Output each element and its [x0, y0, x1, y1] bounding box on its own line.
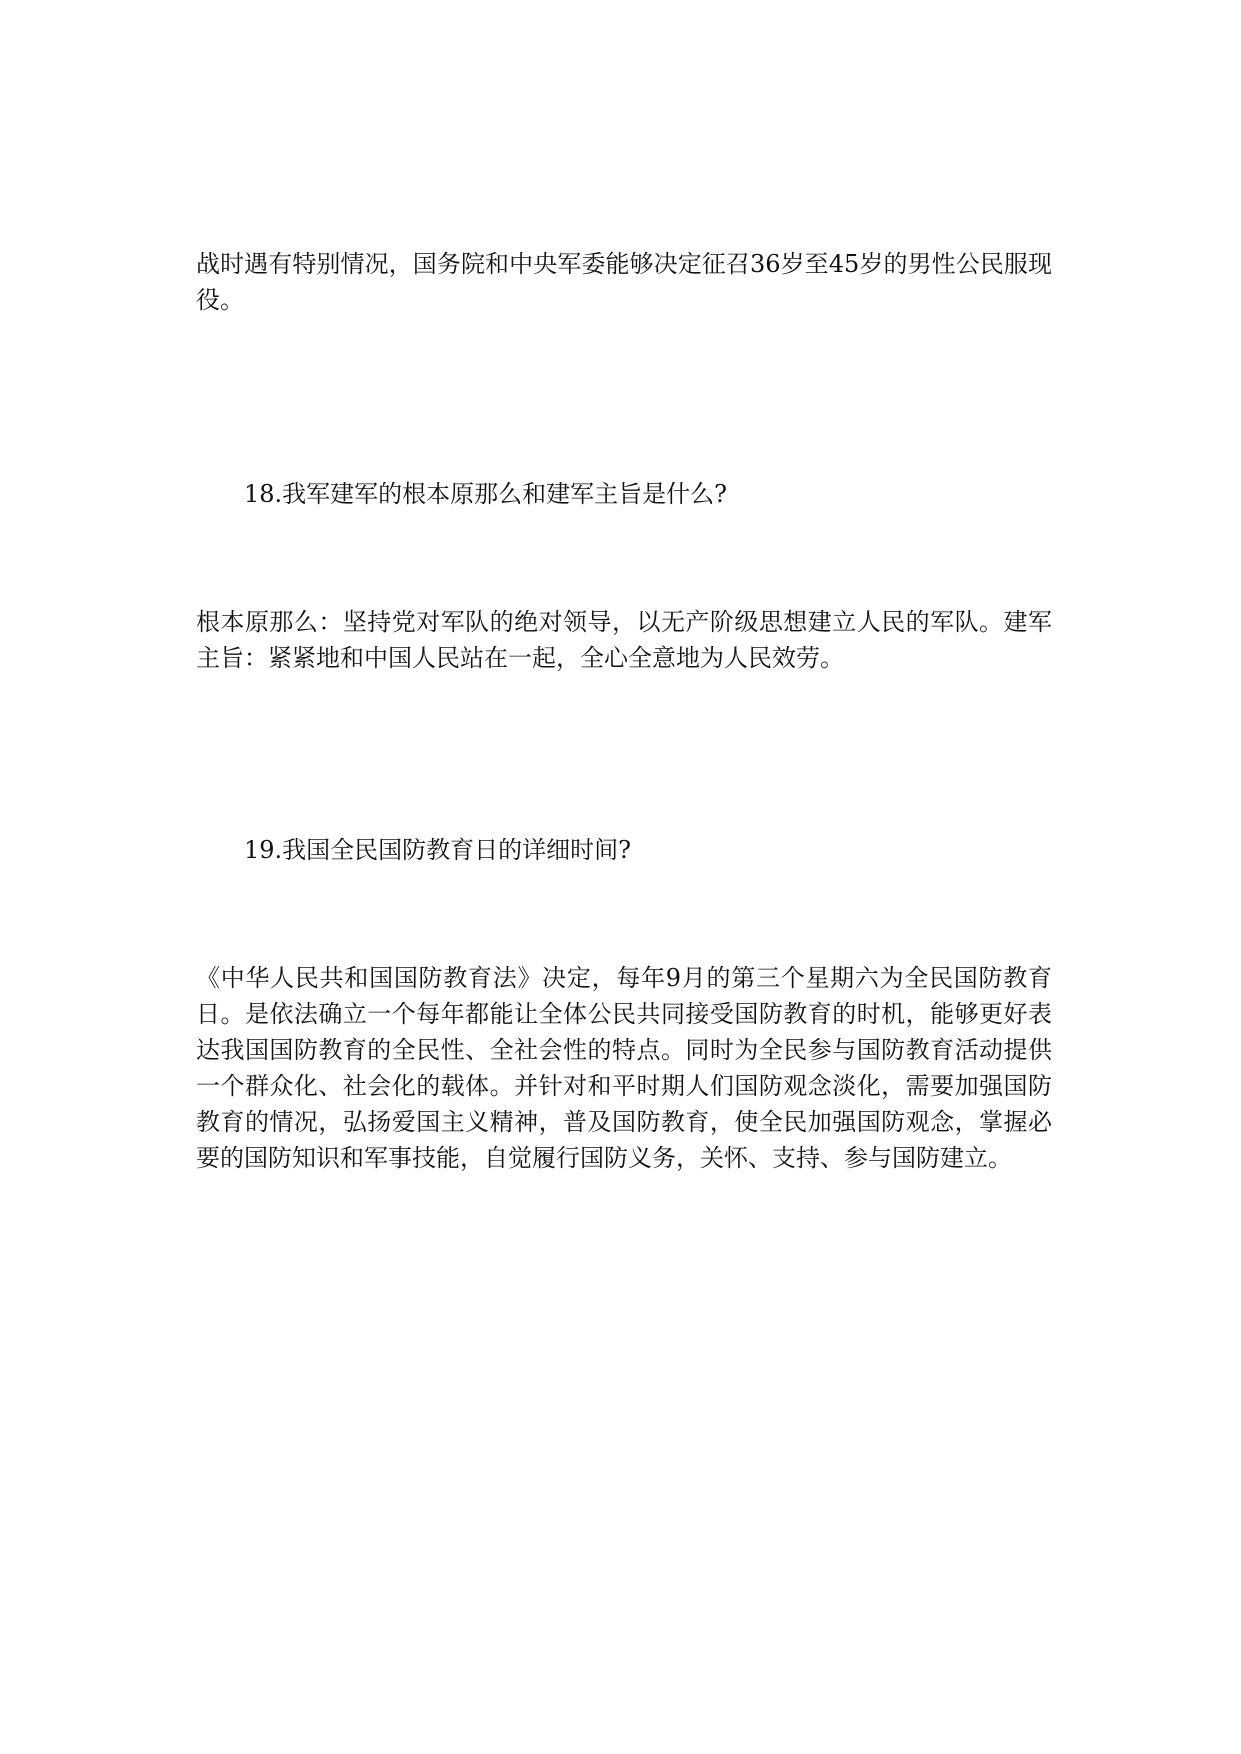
answer-19: 《中华人民共和国国防教育法》决定，每年9月的第三个星期六为全民国防教育日。是依法确立一个每年都能让全体公民共同接受国防教育的时机，能够更好表达我国国防教育的全民性、全社会性的特点。同时为全民参与国防教育活动提供一个群众化、社会化的载体。并针对和平时期人们国防观念淡化，需要加强国防教育的情况，弘扬爱国主义精神，普及国防教育，使全民加强国防观念，掌握必要的国防知识和军事技能，自觉履行国防义务，关怀、支持、参与国防建立。	[196, 964, 1052, 1172]
question-19: 19.我国全民国防教育日的详细时间?	[244, 836, 632, 864]
paragraph-conscription: 战时遇有特别情况，国务院和中央军委能够决定征召36岁至45岁的男性公民服现役。	[196, 250, 1052, 314]
question-18: 18.我军建军的根本原那么和建军主旨是什么?	[244, 480, 728, 508]
answer-18: 根本原那么：坚持党对军队的绝对领导，以无产阶级思想建立人民的军队。建军主旨：紧紧地和中国人民站在一起，全心全意地为人民效劳。	[196, 608, 1052, 672]
